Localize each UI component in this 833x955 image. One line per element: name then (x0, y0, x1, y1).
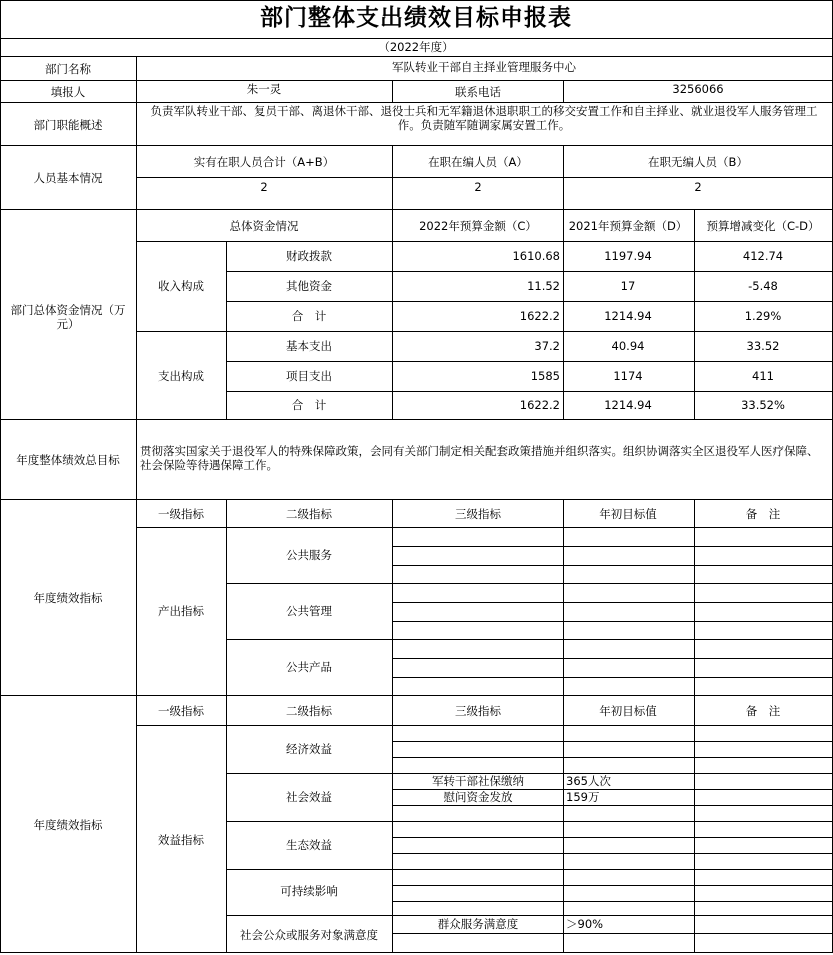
output-header-level3: 三级指标 (455, 507, 501, 521)
phone-value: 3256066 (672, 82, 724, 96)
page-title: 部门整体支出绩效目标申报表 (260, 5, 572, 31)
benefit-header-remark: 备 注 (745, 704, 781, 718)
fiscal-year: （2022年度） (378, 40, 454, 54)
income-row-name: 财政拨款 (286, 249, 332, 263)
staff-value-a: 2 (474, 180, 482, 194)
reporter-label: 填报人 (50, 85, 86, 99)
expense-total-diff: 33.52% (741, 398, 785, 412)
income-row-c: 11.52 (527, 279, 560, 293)
expense-total-d: 1214.94 (604, 398, 652, 412)
staff-value-total: 2 (260, 180, 268, 194)
staff-header-total: 实有在职人员合计（A+B） (193, 155, 335, 169)
output-header-target: 年初目标值 (599, 507, 657, 521)
reporter-value: 朱一灵 (246, 82, 282, 96)
income-total-d: 1214.94 (604, 309, 652, 323)
dept-name-label: 部门名称 (45, 62, 91, 76)
funds-header-d: 2021年预算金额（D） (568, 219, 688, 233)
expense-row-name: 项目支出 (286, 369, 332, 383)
social-target-insurance: 365人次 (566, 774, 611, 788)
benefit-level2-sustainable: 可持续影响 (280, 884, 338, 898)
goal-label: 年度整体绩效总目标 (16, 453, 120, 467)
output-section-label: 年度绩效指标 (33, 591, 103, 605)
income-row-name: 其他资金 (286, 279, 332, 293)
expense-total-c: 1622.2 (519, 398, 560, 412)
benefit-header-level2: 二级指标 (286, 704, 332, 718)
benefit-level1: 效益指标 (158, 833, 204, 847)
phone-label: 联系电话 (455, 85, 501, 99)
function-text: 负责军队转业干部、复员干部、离退休干部、退役士兵和无军籍退休退职职工的移交安置工作和自主择业、就业退役军人服务管理工作。负责随军随调家属安置工作。 (150, 104, 818, 133)
output-header-level1: 一级指标 (158, 507, 204, 521)
dept-name-value: 军队转业干部自主择业管理服务中心 (392, 60, 576, 74)
satisfaction-target: ＞90% (566, 917, 604, 931)
function-label: 部门职能概述 (33, 118, 103, 132)
expense-label: 支出构成 (158, 369, 204, 383)
staff-value-b: 2 (694, 180, 702, 194)
expense-row-d: 40.94 (611, 339, 645, 353)
expense-row-name: 基本支出 (286, 339, 332, 353)
expense-row-c: 1585 (530, 369, 560, 383)
output-level1: 产出指标 (158, 604, 204, 618)
benefit-section-label: 年度绩效指标 (33, 818, 103, 832)
output-level2-public-service: 公共服务 (286, 548, 332, 562)
benefit-level2-social: 社会效益 (286, 790, 332, 804)
income-row-diff: 412.74 (742, 249, 784, 263)
output-header-level2: 二级指标 (286, 507, 332, 521)
staff-label: 人员基本情况 (33, 171, 103, 185)
income-total-diff: 1.29% (744, 309, 782, 323)
expense-total-name: 合 计 (291, 398, 327, 412)
benefit-level2-satisfaction: 社会公众或服务对象满意度 (240, 928, 378, 942)
benefit-header-target: 年初目标值 (599, 704, 657, 718)
output-level2-public-product: 公共产品 (286, 660, 332, 674)
benefit-header-level1: 一级指标 (158, 704, 204, 718)
funds-header-diff: 预算增减变化（C-D） (706, 219, 820, 233)
expense-row-d: 1174 (613, 369, 643, 383)
income-label: 收入构成 (158, 279, 204, 293)
social-target-condolence: 159万 (566, 790, 600, 804)
income-row-d: 17 (620, 279, 636, 293)
benefit-level2-economic: 经济效益 (286, 742, 332, 756)
staff-header-a: 在职在编人员（A） (428, 155, 528, 169)
social-indicator-condolence: 慰问资金发放 (443, 790, 513, 804)
funds-header-overall: 总体资金情况 (229, 219, 299, 233)
output-header-remark: 备 注 (745, 507, 781, 521)
income-row-d: 1197.94 (604, 249, 652, 263)
income-row-diff: -5.48 (748, 279, 778, 293)
funds-label: 部门总体资金情况（万元） (10, 303, 126, 332)
goal-text: 贯彻落实国家关于退役军人的特殊保障政策，会同有关部门制定相关配套政策措施并组织落实。组织协调落实全区退役军人医疗保障、社会保险等待遇保障工作。 (140, 444, 819, 473)
expense-row-diff: 33.52 (746, 339, 780, 353)
income-total-name: 合 计 (291, 309, 327, 323)
social-indicator-insurance: 军转干部社保缴纳 (432, 774, 524, 788)
staff-header-b: 在职无编人员（B） (648, 155, 748, 169)
benefit-header-level3: 三级指标 (455, 704, 501, 718)
funds-header-c: 2022年预算金额（C） (419, 219, 537, 233)
income-row-c: 1610.68 (512, 249, 560, 263)
income-total-c: 1622.2 (519, 309, 560, 323)
benefit-level2-ecological: 生态效益 (286, 838, 332, 852)
satisfaction-indicator: 群众服务满意度 (437, 917, 519, 931)
output-level2-public-management: 公共管理 (286, 604, 332, 618)
expense-row-c: 37.2 (534, 339, 560, 353)
expense-row-diff: 411 (752, 369, 774, 383)
